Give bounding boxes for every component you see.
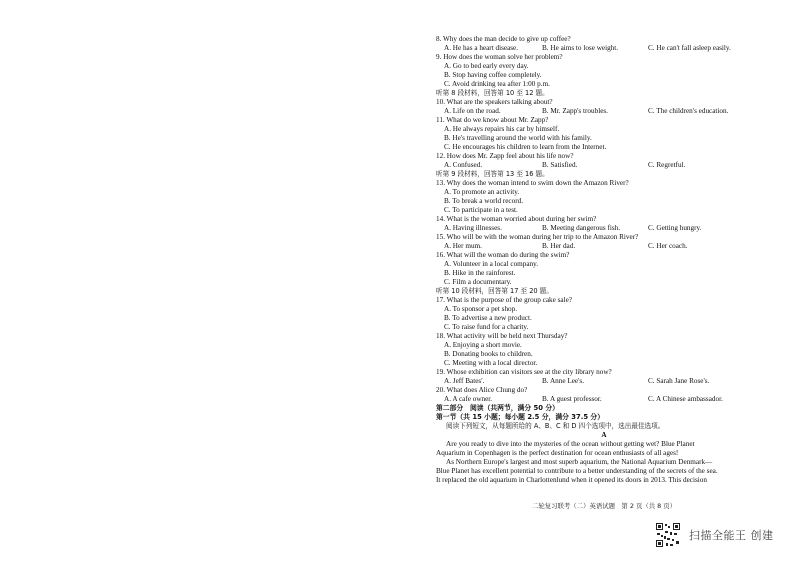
option-b: B. To advertise a new product. [444, 314, 532, 322]
part-two-section-one: 第一节（共 15 小题；每小题 2.5 分，满分 37.5 分） [436, 413, 605, 421]
option-b: B. Her dad. [542, 242, 576, 250]
option-a: A. Confused. [444, 161, 483, 169]
options-8 [436, 44, 772, 53]
option-c: C. Her coach. [648, 242, 688, 250]
option-a: A. Enjoying a short movie. [444, 341, 522, 349]
option-b: B. Anne Lee's. [542, 377, 585, 385]
option-c: C. Getting hungry. [648, 224, 702, 232]
question-8: 8. Why does the man decide to give up coffee? [436, 35, 571, 43]
question-12: 12. How does Mr. Zapp feel about his life now? [436, 152, 574, 160]
option-a: A. Jeff Bates'. [444, 377, 485, 385]
qr-code-icon [655, 522, 681, 548]
option-a: A. He always repairs his car by himself. [444, 125, 560, 133]
options-20 [436, 395, 772, 404]
option-a: A. Having illnesses. [444, 224, 502, 232]
option-a: A. To promote an activity. [444, 188, 520, 196]
part-two-title: 第二部分 阅读（共两节，满分 50 分） [436, 404, 559, 412]
option-b: B. Donating books to children. [444, 350, 533, 358]
question-17: 17. What is the purpose of the group cake sale? [436, 296, 572, 304]
option-c: C. He encourages his children to learn from the Internet. [444, 143, 607, 151]
question-10: 10. What are the speakers talking about? [436, 98, 553, 106]
options-14 [436, 224, 772, 233]
section-heading-10: 听第 10 段材料，回答第 17 至 20 题。 [436, 287, 553, 295]
options-15 [436, 242, 772, 251]
option-c: C. Regretful. [648, 161, 686, 169]
question-18: 18. What activity will be held next Thursday? [436, 332, 568, 340]
option-b: B. Hike in the rainforest. [444, 269, 516, 277]
option-a: A. Go to bed early every day. [444, 62, 529, 70]
question-9: 9. How does the woman solve her problem? [436, 53, 563, 61]
watermark-text: 扫描全能王 创建 [689, 529, 774, 542]
question-20: 20. What does Alice Chung do? [436, 386, 528, 394]
option-a: A. Volunteer in a local company. [444, 260, 539, 268]
option-c: C. He can't fall asleep easily. [648, 44, 731, 52]
passage-line: It replaced the old aquarium in Charlottenlund when it opened its doors in 2013. This decision [436, 476, 707, 484]
question-19: 19. Whose exhibition can visitors see at the city library now? [436, 368, 612, 376]
section-heading-9: 听第 9 段材料，回答第 13 至 16 题。 [436, 170, 549, 178]
option-c: C. A Chinese ambassador. [648, 395, 723, 403]
question-11: 11. What do we know about Mr. Zapp? [436, 116, 549, 124]
passage-letter: A [601, 431, 607, 439]
option-b: B. To break a world record. [444, 197, 523, 205]
option-a: A. Her mum. [444, 242, 482, 250]
option-a: A. A cafe owner. [444, 395, 493, 403]
option-b: B. Stop having coffee completely. [444, 71, 542, 79]
question-16: 16. What will the woman do during the swim? [436, 251, 570, 259]
option-a: A. Life on the road. [444, 107, 501, 115]
option-a: A. To sponsor a pet shop. [444, 305, 518, 313]
option-b: B. A guest professor. [542, 395, 602, 403]
scanner-watermark [655, 522, 774, 548]
section-heading-8: 听第 8 段材料，回答第 10 至 12 题。 [436, 89, 549, 97]
option-b: B. He's travelling around the world with his family. [444, 134, 592, 142]
options-19 [436, 377, 772, 386]
reading-instructions: 阅读下列短文，从每题所给的 A、B、C 和 D 四个选项中，选出最佳选项。 [446, 422, 665, 430]
options-12 [436, 161, 772, 170]
page-column [436, 35, 772, 485]
passage-line: Blue Planet has excellent potential to contribute to a better understanding of the secrets of the sea. [436, 467, 718, 475]
passage-line: Are you ready to dive into the mysteries of the ocean without getting wet? Blue Planet [446, 440, 695, 448]
passage-line: Aquarium in Copenhagen is the perfect destination for ocean enthusiasts of all ages! [436, 449, 679, 457]
option-a: A. He has a heart disease. [444, 44, 519, 52]
question-15: 15. Who will be with the woman during her trip to the Amazon River? [436, 233, 639, 241]
question-13: 13. Why does the woman intend to swim down the Amazon River? [436, 179, 629, 187]
option-c: C. To participate in a test. [444, 206, 518, 214]
passage-line: As Northern Europe's largest and most superb aquarium, the National Aquarium Denmark— [446, 458, 713, 466]
option-c: C. Sarah Jane Rose's. [648, 377, 710, 385]
option-c: C. Meeting with a local director. [444, 359, 538, 367]
option-b: B. Satisfied. [542, 161, 578, 169]
option-c: C. Film a documentary. [444, 278, 512, 286]
option-c: C. The children's education. [648, 107, 729, 115]
option-b: B. He aims to lose weight. [542, 44, 619, 52]
options-10 [436, 107, 772, 116]
option-b: B. Meeting dangerous fish. [542, 224, 621, 232]
option-c: C. Avoid drinking tea after 1:00 p.m. [444, 80, 550, 88]
option-b: B. Mr. Zapp's troubles. [542, 107, 608, 115]
question-14: 14. What is the woman worried about during her swim? [436, 215, 597, 223]
option-c: C. To raise fund for a charity. [444, 323, 529, 331]
page-footer: 二轮复习联考（二）英语试题 第 2 页（共 8 页） [531, 502, 677, 510]
